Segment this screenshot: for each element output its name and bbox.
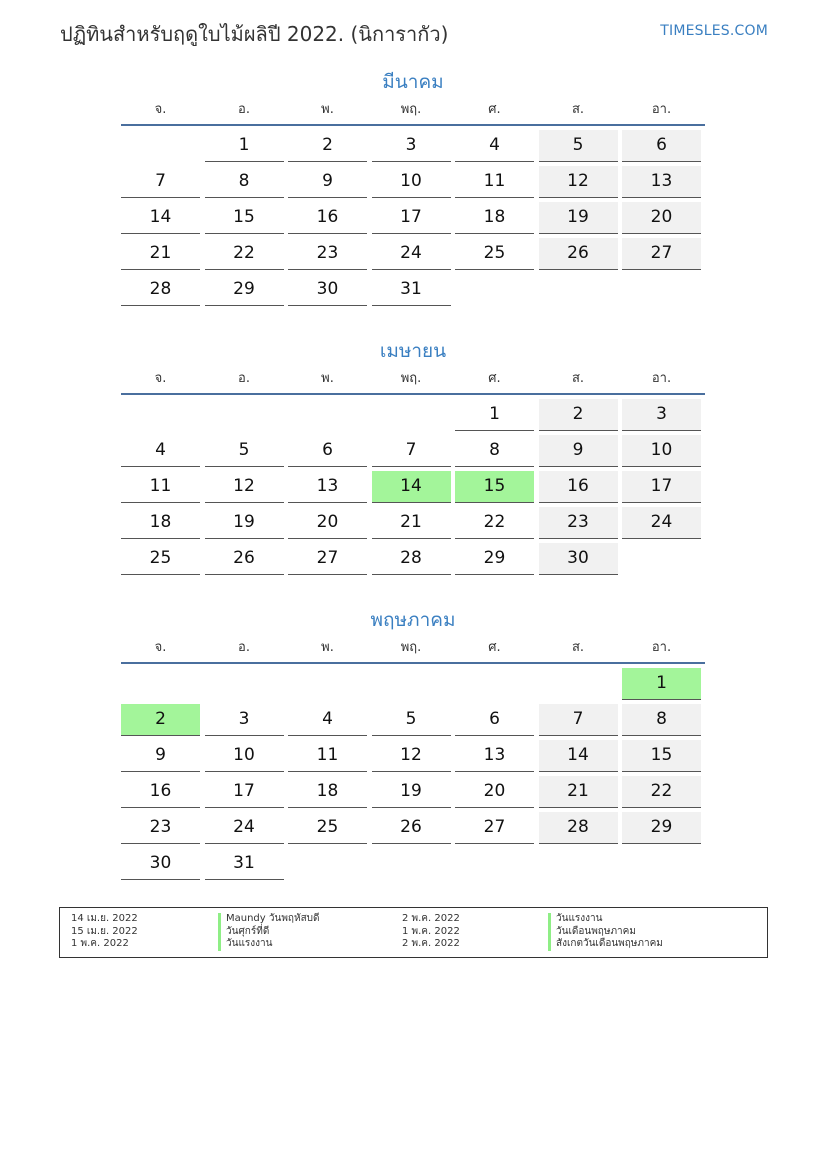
page-title: ปฏิทินสำหรับฤดูใบไม้ผลิปี 2022. (นิการากัว): [60, 22, 449, 46]
weekday-label: อา.: [651, 371, 672, 386]
day-cell[interactable]: 25: [455, 238, 534, 270]
legend-descs-right: [548, 913, 663, 951]
day-cell[interactable]: 28: [372, 543, 451, 575]
day-cell[interactable]: 24: [205, 812, 284, 844]
weekday-header: [121, 371, 705, 395]
empty-cell: [622, 543, 701, 574]
day-cell[interactable]: 29: [205, 274, 284, 306]
day-cell[interactable]: 27: [455, 812, 534, 844]
day-cell[interactable]: 3: [205, 704, 284, 736]
day-cell[interactable]: 20: [455, 776, 534, 808]
day-cell[interactable]: 29: [622, 812, 701, 844]
weekday-label: อ.: [238, 640, 250, 655]
day-cell[interactable]: 1: [205, 130, 284, 162]
empty-cell: [622, 848, 701, 879]
day-cell[interactable]: 9: [288, 166, 367, 198]
day-cell[interactable]: 25: [288, 812, 367, 844]
weekday-label: พ.: [321, 640, 334, 655]
empty-cell: [121, 130, 200, 161]
day-cell[interactable]: 4: [121, 435, 200, 467]
weekday-label: พ.: [321, 102, 334, 117]
legend-description: วันเดือนพฤษภาคม: [548, 926, 663, 939]
day-cell[interactable]: 16: [288, 202, 367, 234]
month-title: เมษายน: [379, 340, 447, 362]
empty-cell: [539, 848, 618, 879]
empty-cell: [121, 668, 200, 699]
empty-cell: [539, 668, 618, 699]
day-cell[interactable]: 19: [539, 202, 618, 234]
legend-description: วันแรงงาน: [548, 913, 663, 926]
weekday-label: ศ.: [488, 640, 501, 655]
day-cell[interactable]: 31: [372, 274, 451, 306]
day-cell[interactable]: 5: [205, 435, 284, 467]
day-cell[interactable]: 18: [121, 507, 200, 539]
legend-date: 1 พ.ค. 2022: [402, 925, 460, 937]
empty-cell: [372, 399, 451, 430]
day-cell[interactable]: 2: [121, 704, 200, 736]
legend-description: วันแรงงาน: [218, 938, 320, 951]
empty-cell: [288, 399, 367, 430]
day-cell[interactable]: 15: [205, 202, 284, 234]
day-cell[interactable]: 30: [288, 274, 367, 306]
weekday-label: จ.: [154, 371, 167, 386]
weekday-label: ส.: [571, 371, 585, 386]
day-cell[interactable]: 21: [372, 507, 451, 539]
weekday-label: ศ.: [488, 371, 501, 386]
day-cell[interactable]: 26: [539, 238, 618, 270]
day-cell[interactable]: 22: [455, 507, 534, 539]
holiday-legend: [59, 907, 768, 958]
legend-date: 1 พ.ค. 2022: [71, 938, 129, 949]
empty-cell: [372, 848, 451, 879]
weekday-label: จ.: [154, 102, 167, 117]
legend-date: 14 เม.ย. 2022: [71, 913, 138, 924]
days-grid: [121, 130, 705, 310]
day-cell[interactable]: 16: [121, 776, 200, 808]
legend-descs-left: [218, 913, 320, 951]
weekday-label: พฤ.: [400, 640, 422, 655]
weekday-header: [121, 102, 705, 126]
day-cell[interactable]: 8: [622, 704, 701, 736]
month-block: [121, 606, 705, 884]
day-cell[interactable]: 4: [288, 704, 367, 736]
empty-cell: [455, 668, 534, 699]
empty-cell: [372, 668, 451, 699]
day-cell[interactable]: 19: [372, 776, 451, 808]
day-cell[interactable]: 10: [622, 435, 701, 467]
day-cell[interactable]: 4: [455, 130, 534, 162]
empty-cell: [121, 399, 200, 430]
day-cell[interactable]: 25: [121, 543, 200, 575]
weekday-label: อา.: [651, 640, 672, 655]
day-cell[interactable]: 17: [372, 202, 451, 234]
day-cell[interactable]: 3: [622, 399, 701, 431]
day-cell[interactable]: 9: [539, 435, 618, 467]
weekday-header: [121, 640, 705, 664]
day-cell[interactable]: 29: [455, 543, 534, 575]
day-cell[interactable]: 18: [455, 202, 534, 234]
empty-cell: [205, 668, 284, 699]
month-block: [121, 68, 705, 310]
empty-cell: [455, 274, 534, 305]
day-cell[interactable]: 13: [622, 166, 701, 198]
day-cell[interactable]: 12: [539, 166, 618, 198]
day-cell[interactable]: 13: [288, 471, 367, 503]
day-cell[interactable]: 21: [121, 238, 200, 270]
day-cell[interactable]: 14: [372, 471, 451, 503]
day-cell[interactable]: 20: [288, 507, 367, 539]
day-cell[interactable]: 2: [288, 130, 367, 162]
day-cell[interactable]: 20: [622, 202, 701, 234]
day-cell[interactable]: 13: [455, 740, 534, 772]
day-cell[interactable]: 14: [121, 202, 200, 234]
day-cell[interactable]: 18: [288, 776, 367, 808]
legend-dates-right: [402, 913, 460, 951]
day-cell[interactable]: 21: [539, 776, 618, 808]
empty-cell: [288, 848, 367, 879]
day-cell[interactable]: 31: [205, 848, 284, 880]
day-cell[interactable]: 12: [205, 471, 284, 503]
day-cell[interactable]: 7: [372, 435, 451, 467]
site-link[interactable]: TIMESLES.COM: [660, 23, 768, 39]
empty-cell: [288, 668, 367, 699]
month-title: มีนาคม: [382, 71, 444, 93]
day-cell[interactable]: 7: [121, 166, 200, 198]
day-cell[interactable]: 3: [372, 130, 451, 162]
legend-description: สังเกตวันเดือนพฤษภาคม: [548, 938, 663, 951]
day-cell[interactable]: 6: [455, 704, 534, 736]
day-cell[interactable]: 23: [288, 238, 367, 270]
weekday-label: ส.: [571, 102, 585, 117]
weekday-label: จ.: [154, 640, 167, 655]
day-cell[interactable]: 11: [121, 471, 200, 503]
month-block: [121, 337, 705, 579]
day-cell[interactable]: 28: [539, 812, 618, 844]
day-cell[interactable]: 1: [455, 399, 534, 431]
day-cell[interactable]: 10: [205, 740, 284, 772]
days-grid: [121, 668, 705, 884]
day-cell[interactable]: 14: [539, 740, 618, 772]
legend-date: 2 พ.ค. 2022: [402, 938, 460, 949]
day-cell[interactable]: 30: [539, 543, 618, 575]
weekday-label: อ.: [238, 102, 250, 117]
day-cell[interactable]: 23: [539, 507, 618, 539]
day-cell[interactable]: 24: [622, 507, 701, 539]
day-cell[interactable]: 2: [539, 399, 618, 431]
day-cell[interactable]: 15: [622, 740, 701, 772]
weekday-label: ศ.: [488, 102, 501, 117]
day-cell[interactable]: 6: [622, 130, 701, 162]
day-cell[interactable]: 26: [205, 543, 284, 575]
day-cell[interactable]: 6: [288, 435, 367, 467]
empty-cell: [455, 848, 534, 879]
weekday-label: พ.: [321, 371, 334, 386]
weekday-label: อ.: [238, 371, 250, 386]
day-cell[interactable]: 8: [205, 166, 284, 198]
day-cell[interactable]: 27: [288, 543, 367, 575]
legend-description: วันศุกร์ที่ดี: [218, 926, 320, 939]
day-cell[interactable]: 27: [622, 238, 701, 270]
weekday-label: อา.: [651, 102, 672, 117]
day-cell[interactable]: 15: [455, 471, 534, 503]
day-cell[interactable]: 26: [372, 812, 451, 844]
day-cell[interactable]: 12: [372, 740, 451, 772]
day-cell[interactable]: 22: [622, 776, 701, 808]
day-cell[interactable]: 1: [622, 668, 701, 700]
day-cell[interactable]: 19: [205, 507, 284, 539]
legend-description: Maundy วันพฤหัสบดี: [218, 913, 320, 926]
days-grid: [121, 399, 705, 579]
day-cell[interactable]: 24: [372, 238, 451, 270]
day-cell[interactable]: 28: [121, 274, 200, 306]
empty-cell: [205, 399, 284, 430]
day-cell[interactable]: 30: [121, 848, 200, 880]
weekday-label: ส.: [571, 640, 585, 655]
empty-cell: [539, 274, 618, 305]
day-cell[interactable]: 22: [205, 238, 284, 270]
day-cell[interactable]: 11: [288, 740, 367, 772]
empty-cell: [622, 274, 701, 305]
weekday-label: พฤ.: [400, 371, 422, 386]
legend-date: 15 เม.ย. 2022: [71, 925, 138, 937]
month-title: พฤษภาคม: [370, 609, 456, 631]
day-cell[interactable]: 8: [455, 435, 534, 467]
legend-dates-left: [71, 913, 138, 951]
day-cell[interactable]: 16: [539, 471, 618, 503]
day-cell[interactable]: 11: [455, 166, 534, 198]
day-cell[interactable]: 10: [372, 166, 451, 198]
day-cell[interactable]: 17: [622, 471, 701, 503]
day-cell[interactable]: 23: [121, 812, 200, 844]
day-cell[interactable]: 5: [372, 704, 451, 736]
day-cell[interactable]: 9: [121, 740, 200, 772]
day-cell[interactable]: 17: [205, 776, 284, 808]
day-cell[interactable]: 5: [539, 130, 618, 162]
legend-date: 2 พ.ค. 2022: [402, 913, 460, 924]
day-cell[interactable]: 7: [539, 704, 618, 736]
weekday-label: พฤ.: [400, 102, 422, 117]
